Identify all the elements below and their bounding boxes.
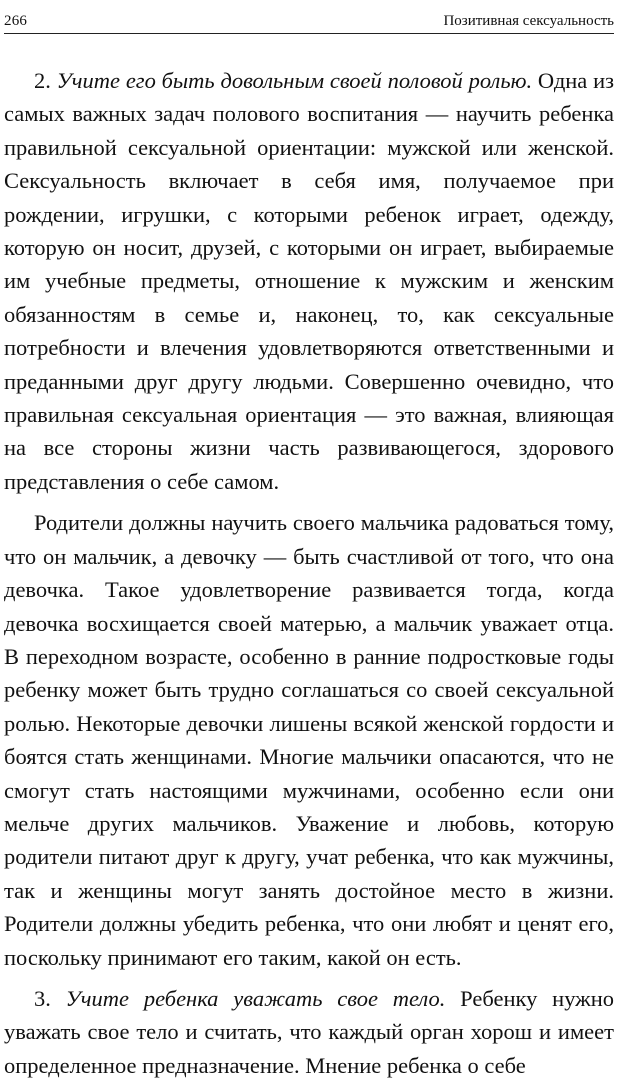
page-number: 266 (4, 13, 28, 29)
item-number: 3. (34, 985, 66, 1011)
paragraph-text: Одна из самых важных задач полового воспитания — научить ребенка правильной сексуальной ориентации: мужской или женской. Сексуальность включает в себя имя, получаемое при рождении, игрушки, с которыми ребенок играет, одежду, которую он носит, друзей, с которыми он играет, выбираемые им учебные предметы, отношение к мужским и женским обязанностям в семье и, наконец, то, как сексуальные потребности и влечения удовлетворяются ответственными и преданными друг другу людьми. Совершенно очевидно, что правильная сексуальная ориентация — это важная, влияющая на все стороны жизни часть развивающегося, здорового представления о себе самом. (4, 68, 615, 494)
item-heading: Учите его быть довольным своей половой ролью. (56, 68, 533, 93)
item-number: 2. (34, 68, 57, 93)
running-title: Позитивная сексуальность (443, 13, 614, 29)
paragraph (4, 982, 614, 1082)
item-heading: Учите ребенка уважать свое тело. (65, 985, 446, 1011)
paragraph (4, 506, 614, 974)
running-header (4, 0, 614, 34)
body-text (4, 64, 614, 1090)
paragraph (4, 64, 614, 498)
paragraph-text: Ребенку нужно уважать свое тело и считать, что каждый орган хорош и имеет определенное предназначение. Мнение ребенка о себе (4, 985, 615, 1078)
paragraph-text: Родители должны научить своего мальчика радоваться тому, что он мальчик, а девочку — быть счастливой от того, что она девочка. Такое удовлетворение развивается тогда, когда девочка восхищается своей матерью, а мальчик уважает отца. В переходном возрасте, особенно в ранние подростковые годы ребенку может быть трудно соглашаться со своей сексуальной ролью. Некоторые девочки лишены всякой женской гордости и боятся стать женщинами. Многие мальчики опасаются, что не смогут стать настоящими мужчинами, особенно если они мельче других мальчиков. Уважение и любовь, которую родители питают друг к другу, учат ребенка, что как мужчины, так и женщины могут занять достойное место в жизни. Родители должны убедить ребенка, что они любят и ценят его, поскольку принимают его таким, какой он есть. (4, 510, 614, 970)
